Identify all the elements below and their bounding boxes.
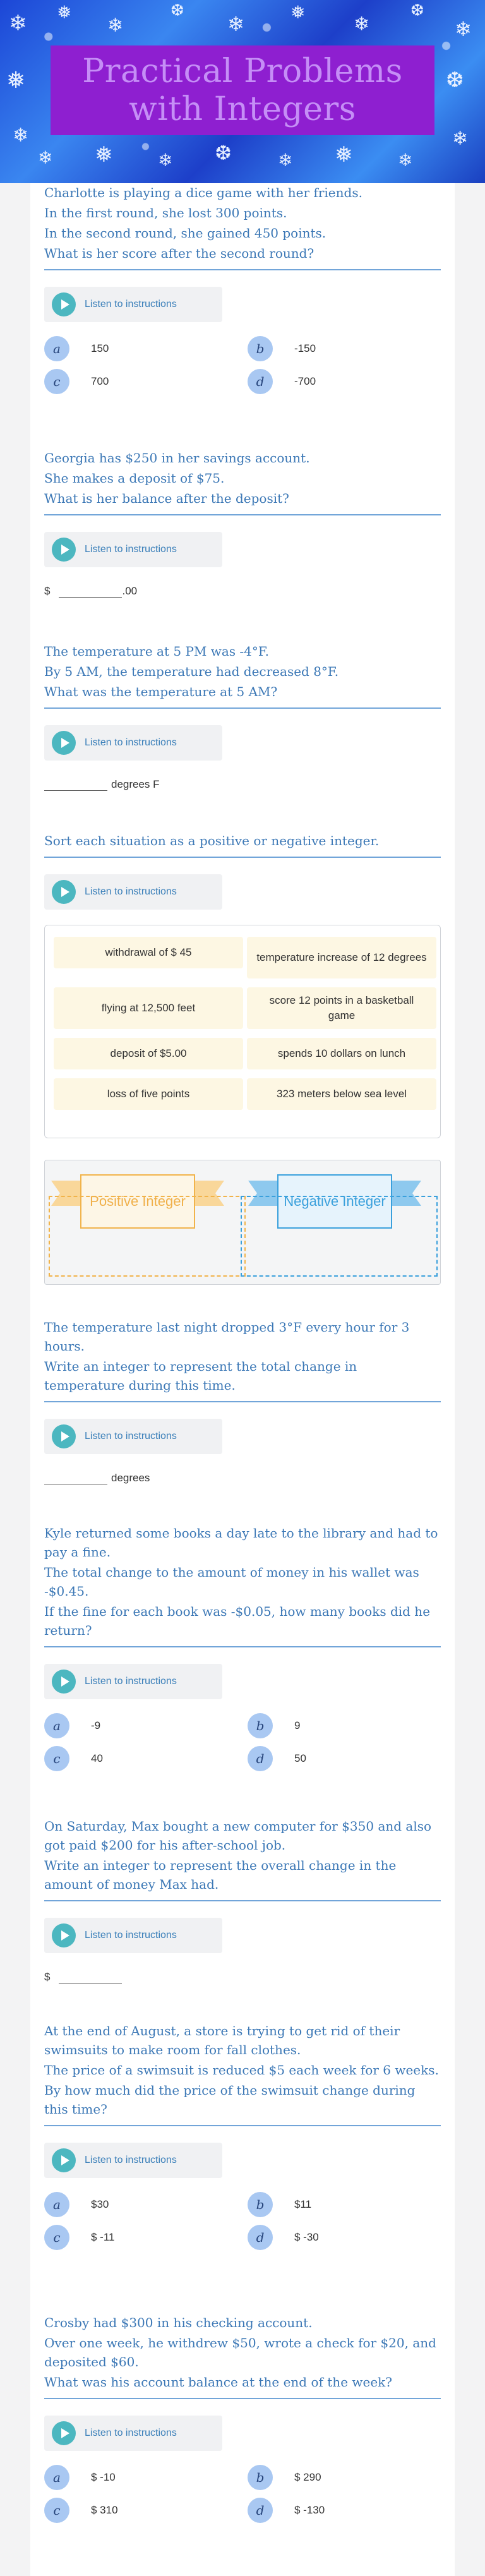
question-7 xyxy=(44,1817,441,1983)
sort-item[interactable]: score 12 points in a basketball game xyxy=(247,987,436,1029)
sort-items xyxy=(44,925,441,1138)
header-banner xyxy=(0,0,485,183)
question-2 xyxy=(44,448,441,598)
play-icon xyxy=(52,880,76,904)
choice-value: $30 xyxy=(91,2198,109,2210)
choice-value: $ -11 xyxy=(91,2231,115,2243)
choice-d[interactable] xyxy=(248,2498,437,2523)
choice-d[interactable] xyxy=(248,1746,437,1771)
sort-item[interactable]: spends 10 dollars on lunch xyxy=(247,1038,436,1069)
question-line: By how much did the price of the swimsuit change during this time? xyxy=(44,2083,416,2117)
choice-c[interactable] xyxy=(44,2498,248,2523)
question-line: On Saturday, Max bought a new computer for $350 and also got paid $200 for his after-school job. xyxy=(44,1819,432,1853)
divider xyxy=(44,1646,441,1647)
snowflake-icon: ❄ xyxy=(107,15,124,37)
question-text xyxy=(44,831,441,850)
question-line: In the second round, she gained 450 points. xyxy=(44,226,326,241)
question-text xyxy=(44,183,441,263)
listen-button[interactable] xyxy=(44,725,222,761)
answer-field xyxy=(44,777,441,791)
snowflake-icon: ❄ xyxy=(38,147,53,168)
choice-letter: a xyxy=(44,336,69,361)
answer-input[interactable] xyxy=(44,1471,107,1484)
listen-button[interactable] xyxy=(44,1419,222,1454)
question-line: What was the temperature at 5 AM? xyxy=(44,684,278,699)
listen-label: Listen to instructions xyxy=(85,886,177,897)
question-5 xyxy=(44,1318,441,1484)
snowflake-icon: ❄ xyxy=(227,12,244,36)
answer-input[interactable] xyxy=(59,584,122,598)
choice-letter: c xyxy=(44,2225,69,2250)
question-text xyxy=(44,448,441,508)
question-text xyxy=(44,1524,441,1640)
snowflake-icon: ❄ xyxy=(398,150,413,171)
question-text xyxy=(44,642,441,701)
snowflake-icon: ❅ xyxy=(57,2,72,23)
play-icon xyxy=(52,292,76,316)
choice-c[interactable] xyxy=(44,1746,248,1771)
play-icon xyxy=(52,1923,76,1947)
choice-value: 700 xyxy=(91,375,109,387)
choice-value: 40 xyxy=(91,1752,103,1764)
question-8 xyxy=(44,2021,441,2250)
snowflake-icon: ❄ xyxy=(452,128,469,150)
listen-label: Listen to instructions xyxy=(85,737,177,748)
negative-bin-label: Negative Integer xyxy=(277,1174,392,1229)
question-line: Sort each situation as a positive or negative integer. xyxy=(44,833,380,848)
choice-value: $ -30 xyxy=(294,2231,319,2243)
choice-letter: c xyxy=(44,369,69,394)
choice-value: -9 xyxy=(91,1719,101,1731)
question-line: Over one week, he withdrew $50, wrote a check for $20, and deposited $60. xyxy=(44,2335,436,2369)
choice-c[interactable] xyxy=(44,2225,248,2250)
listen-button[interactable] xyxy=(44,2416,222,2451)
answer-suffix: .00 xyxy=(122,585,138,597)
question-9 xyxy=(44,2313,441,2523)
choice-a[interactable] xyxy=(44,2192,248,2217)
play-icon xyxy=(52,1670,76,1694)
question-line: Kyle returned some books a day late to the library and had to pay a fine. xyxy=(44,1526,438,1560)
choice-d[interactable] xyxy=(248,2225,437,2250)
question-6 xyxy=(44,1524,441,1771)
snowflake-icon: ❅ xyxy=(290,2,306,23)
choice-letter: d xyxy=(248,2498,273,2523)
play-icon xyxy=(52,2148,76,2172)
listen-label: Listen to instructions xyxy=(85,2428,177,2438)
choice-a[interactable] xyxy=(44,336,248,361)
question-text xyxy=(44,2021,441,2119)
divider xyxy=(44,1401,441,1402)
question-4 xyxy=(44,831,441,1285)
snowflake-icon: ❄ xyxy=(354,13,370,35)
divider xyxy=(44,857,441,858)
choice-letter: b xyxy=(248,1713,273,1738)
snowflake-icon: ❅ xyxy=(95,142,113,167)
play-icon xyxy=(52,1424,76,1448)
question-text xyxy=(44,1817,441,1894)
snowflake-icon: ❆ xyxy=(410,1,424,20)
question-line: Write an integer to represent the overall change in the amount of money Max had. xyxy=(44,1858,397,1892)
divider xyxy=(44,707,441,709)
divider xyxy=(44,514,441,515)
negative-drop-zone[interactable] xyxy=(241,1196,438,1277)
choice-letter: c xyxy=(44,2498,69,2523)
choice-letter: a xyxy=(44,2465,69,2490)
choice-letter: b xyxy=(248,2192,273,2217)
choice-d[interactable] xyxy=(248,369,437,394)
snowflake-icon: ❄ xyxy=(9,11,27,36)
listen-button[interactable] xyxy=(44,2143,222,2178)
question-1 xyxy=(44,183,441,394)
choice-value: -700 xyxy=(294,375,316,387)
listen-button[interactable] xyxy=(44,1918,222,1953)
divider xyxy=(44,2125,441,2126)
question-line: Crosby had $300 in his checking account. xyxy=(44,2315,313,2330)
answer-suffix: degrees F xyxy=(111,778,160,790)
listen-button[interactable] xyxy=(44,874,222,910)
question-line: What was his account balance at the end of the week? xyxy=(44,2374,393,2390)
positive-drop-zone[interactable] xyxy=(49,1196,246,1277)
question-text xyxy=(44,1318,441,1395)
positive-bin-label: Positive Integer xyxy=(80,1174,195,1229)
choice-letter: d xyxy=(248,2225,273,2250)
question-text xyxy=(44,2313,441,2392)
snowflake-icon: ❄ xyxy=(455,17,472,41)
choice-letter: a xyxy=(44,1713,69,1738)
play-icon xyxy=(52,731,76,755)
snowflake-icon: ❆ xyxy=(446,68,464,93)
listen-button[interactable] xyxy=(44,532,222,567)
question-line: She makes a deposit of $75. xyxy=(44,471,225,486)
answer-choices xyxy=(44,2465,441,2523)
question-line: If the fine for each book was -$0.05, how many books did he return? xyxy=(44,1604,431,1638)
page-title: Practical Problems with Integers xyxy=(82,52,403,128)
snowflake-icon: ❄ xyxy=(13,124,29,147)
choice-value: 150 xyxy=(91,342,109,354)
choice-b[interactable] xyxy=(248,1713,437,1738)
question-line: The temperature at 5 PM was -4°F. xyxy=(44,644,270,659)
answer-choices xyxy=(44,1713,441,1771)
question-line: By 5 AM, the temperature had decreased 8°F. xyxy=(44,664,339,679)
question-line: Charlotte is playing a dice game with her friends. xyxy=(44,185,362,200)
play-icon xyxy=(52,2421,76,2445)
choice-letter: a xyxy=(44,2192,69,2217)
choice-value: $ 290 xyxy=(294,2471,321,2483)
sort-item[interactable]: deposit of $5.00 xyxy=(54,1038,243,1069)
snowflake-icon: ❄ xyxy=(278,150,293,171)
choice-letter: b xyxy=(248,336,273,361)
question-line: At the end of August, a store is trying to get rid of their swimsuits to make room for fall clothes. xyxy=(44,2023,400,2057)
title-box xyxy=(51,45,434,135)
divider xyxy=(44,2398,441,2399)
snowflake-icon: ❄ xyxy=(158,150,173,171)
question-line: Georgia has $250 in her savings account. xyxy=(44,450,310,466)
listen-label: Listen to instructions xyxy=(85,2155,177,2165)
listen-label: Listen to instructions xyxy=(85,544,177,555)
sort-bins xyxy=(44,1160,441,1285)
answer-choices xyxy=(44,336,441,394)
choice-value: $11 xyxy=(294,2198,312,2210)
choice-value: 50 xyxy=(294,1752,306,1764)
play-icon xyxy=(52,538,76,562)
answer-field xyxy=(44,584,441,598)
question-line: Write an integer to represent the total change in temperature during this time. xyxy=(44,1359,357,1393)
question-line: What is her score after the second round? xyxy=(44,246,314,261)
choice-value: 9 xyxy=(294,1719,301,1731)
sort-item[interactable]: 323 meters below sea level xyxy=(247,1078,436,1110)
snowflake-icon: ❆ xyxy=(171,1,184,20)
answer-prefix: $ xyxy=(44,585,51,597)
choice-letter: d xyxy=(248,1746,273,1771)
sort-item[interactable]: withdrawal of $ 45 xyxy=(54,937,243,968)
question-line: In the first round, she lost 300 points. xyxy=(44,205,287,220)
snowflake-icon: ❅ xyxy=(335,142,353,167)
choice-value: -150 xyxy=(294,342,316,354)
choice-b[interactable] xyxy=(248,336,437,361)
answer-field xyxy=(44,1471,441,1484)
choice-b[interactable] xyxy=(248,2192,437,2217)
question-line: The temperature last night dropped 3°F every hour for 3 hours. xyxy=(44,1320,410,1354)
answer-suffix: degrees xyxy=(111,1472,150,1484)
question-line: The price of a swimsuit is reduced $5 each week for 6 weeks. xyxy=(44,2062,439,2078)
answer-input[interactable] xyxy=(59,1970,122,1983)
choice-a[interactable] xyxy=(44,2465,248,2490)
answer-prefix: $ xyxy=(44,1971,51,1983)
choice-value: $ 310 xyxy=(91,2504,118,2516)
sort-item[interactable]: loss of five points xyxy=(54,1078,243,1110)
divider xyxy=(44,269,441,270)
choice-value: $ -10 xyxy=(91,2471,116,2483)
choice-letter: c xyxy=(44,1746,69,1771)
sort-item[interactable]: temperature increase of 12 degrees xyxy=(247,937,436,978)
listen-label: Listen to instructions xyxy=(85,299,177,310)
choice-letter: d xyxy=(248,369,273,394)
divider xyxy=(44,1900,441,1901)
listen-label: Listen to instructions xyxy=(85,1431,177,1441)
listen-button[interactable] xyxy=(44,1664,222,1699)
listen-label: Listen to instructions xyxy=(85,1930,177,1941)
choice-letter: b xyxy=(248,2465,273,2490)
choice-b[interactable] xyxy=(248,2465,437,2490)
sort-item[interactable]: flying at 12,500 feet xyxy=(54,987,243,1029)
answer-choices xyxy=(44,2192,441,2250)
listen-label: Listen to instructions xyxy=(85,1676,177,1687)
listen-button[interactable] xyxy=(44,287,222,322)
snowflake-icon: ❅ xyxy=(6,68,26,93)
question-line: What is her balance after the deposit? xyxy=(44,491,289,506)
choice-value: $ -130 xyxy=(294,2504,325,2516)
answer-input[interactable] xyxy=(44,777,107,791)
question-3 xyxy=(44,642,441,791)
question-line: The total change to the amount of money in his wallet was -$0.45. xyxy=(44,1565,419,1599)
choice-a[interactable] xyxy=(44,1713,248,1738)
snowflake-icon: ❆ xyxy=(215,141,232,165)
answer-field xyxy=(44,1970,441,1983)
choice-c[interactable] xyxy=(44,369,248,394)
